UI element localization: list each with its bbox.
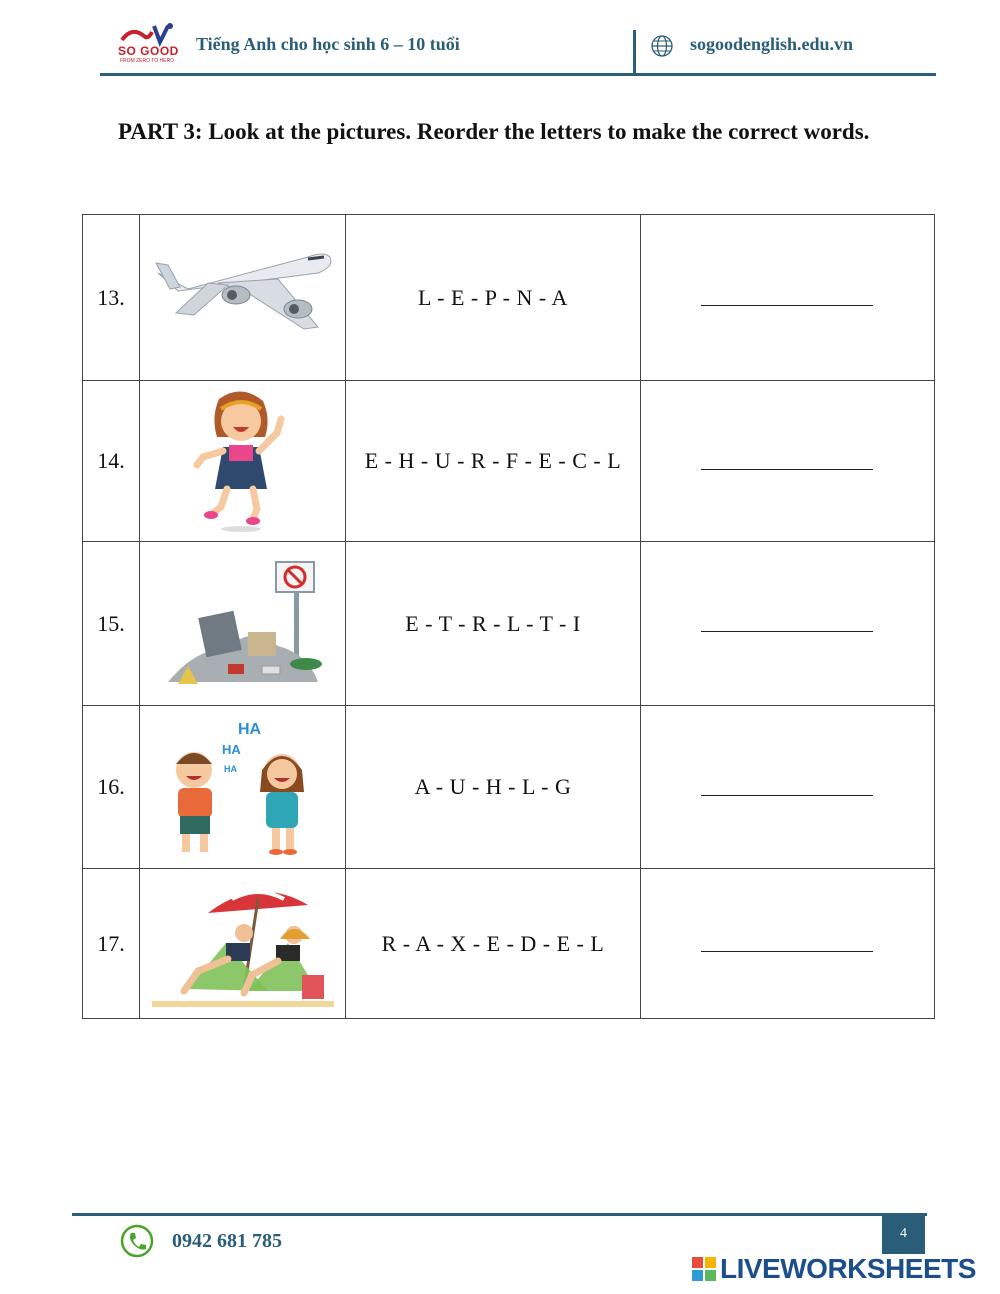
item-number: 14.: [83, 381, 140, 542]
page-header: [100, 18, 936, 76]
scrambled-letters: E - T - R - L - T - I: [346, 542, 640, 706]
item-number: 16.: [83, 706, 140, 869]
answer-cell: [640, 542, 934, 706]
table-row: [83, 706, 935, 869]
picture-cell: [140, 381, 346, 542]
table-row: [83, 542, 935, 706]
answer-input[interactable]: [701, 773, 873, 796]
footer-phone: 0942 681 785: [172, 1230, 282, 1252]
scrambled-letters: L - E - P - N - A: [346, 215, 640, 381]
answer-cell: [640, 706, 934, 869]
answer-input[interactable]: [701, 447, 873, 470]
item-number: 17.: [83, 869, 140, 1019]
answer-cell: [640, 215, 934, 381]
table-row: [83, 381, 935, 542]
table-row: [83, 869, 935, 1019]
airplane-icon: [148, 243, 338, 353]
item-number: 13.: [83, 215, 140, 381]
header-rule: [100, 73, 936, 76]
picture-cell: [140, 869, 346, 1019]
logo-tagline: FROM ZERO TO HERO: [120, 58, 174, 64]
picture-cell: [140, 706, 346, 869]
answer-input[interactable]: [701, 929, 873, 952]
exercise-table: [82, 214, 935, 1019]
phone-icon: [120, 1224, 154, 1258]
header-divider: [633, 30, 636, 74]
part3-instructions: PART 3: Look at the pictures. Reorder the letters to make the correct words.: [118, 119, 870, 144]
laughing-children-icon: [158, 712, 328, 862]
picture-cell: [140, 542, 346, 706]
answer-cell: [640, 381, 934, 542]
svg-text:HA: HA: [223, 764, 237, 774]
globe-icon: [650, 34, 674, 58]
watermark-text: LIVEWORKSHEETS: [720, 1253, 976, 1284]
footer-rule: [72, 1213, 927, 1216]
header-website[interactable]: sogoodenglish.edu.vn: [690, 34, 854, 54]
sogood-logo: [118, 22, 180, 68]
svg-text:HA: HA: [221, 742, 241, 757]
scrambled-letters: E - H - U - R - F - E - C - L: [346, 381, 640, 542]
scrambled-letters: A - U - H - L - G: [346, 706, 640, 869]
item-number: 15.: [83, 542, 140, 706]
answer-input[interactable]: [701, 609, 873, 632]
happy-girl-icon: [183, 389, 303, 534]
logo-brand: SO GOOD: [118, 44, 179, 58]
litter-pile-icon: [158, 554, 328, 694]
table-row: [83, 215, 935, 381]
scrambled-letters: R - A - X - E - D - E - L: [346, 869, 640, 1019]
picture-cell: [140, 215, 346, 381]
header-title: Tiếng Anh cho học sinh 6 – 10 tuổi: [196, 34, 460, 54]
answer-cell: [640, 869, 934, 1019]
liveworksheets-logo-icon: [692, 1257, 716, 1281]
answer-input[interactable]: [701, 283, 873, 306]
liveworksheets-watermark: [692, 1254, 976, 1284]
page-number: 4: [882, 1214, 925, 1254]
svg-text:HA: HA: [237, 721, 261, 738]
beach-relax-icon: [148, 879, 338, 1009]
